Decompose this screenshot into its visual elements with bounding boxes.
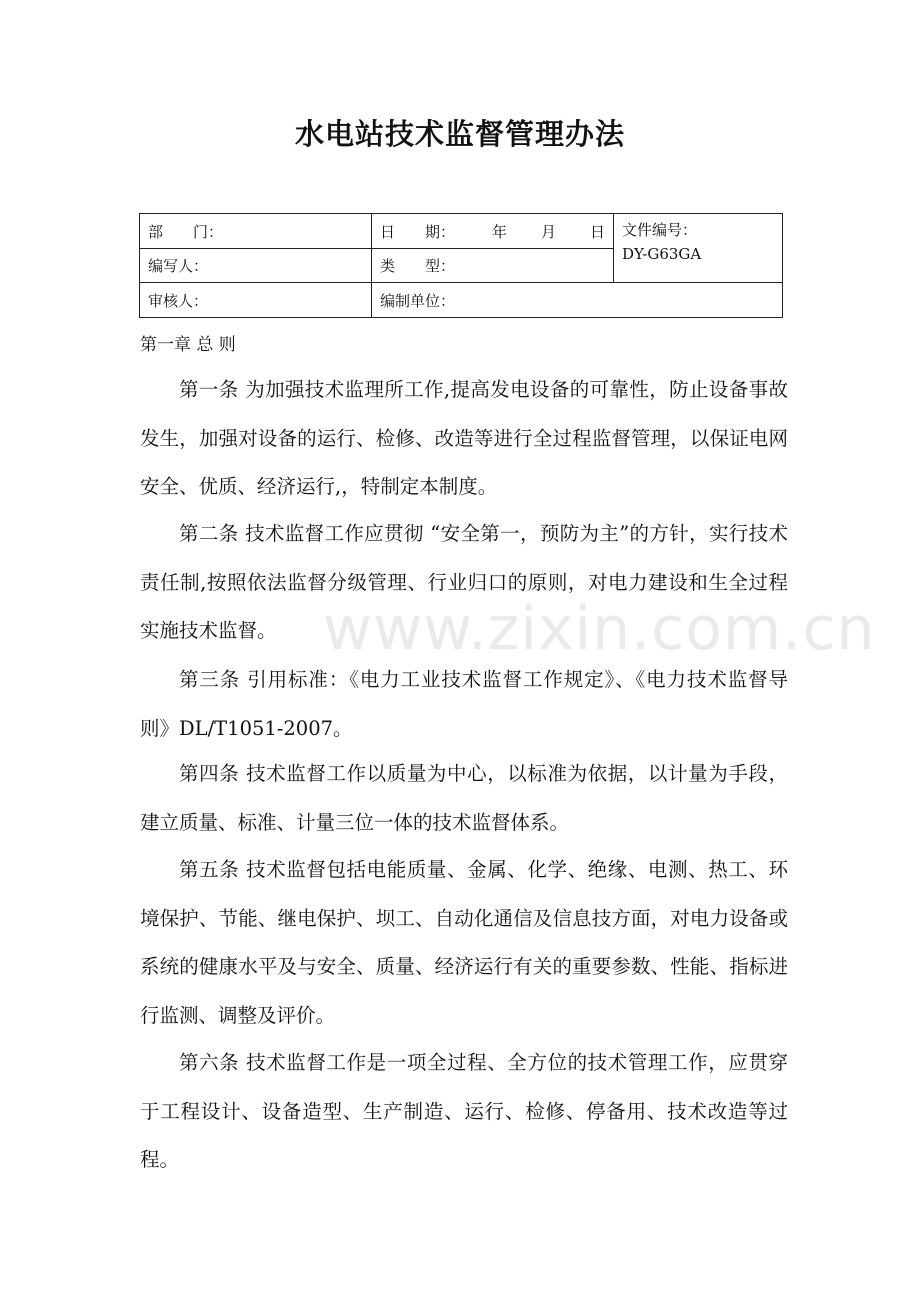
article-2: 第二条 技术监督工作应贯彻 “安全第一，预防为主”的方针，实行技术责任制,按照依法监督分级管理、行业归口的原则，对电力建设和生全过程实施技术监督。 bbox=[140, 522, 788, 642]
chapter-heading: 第一章 总 则 bbox=[140, 335, 236, 355]
doc-number: DY-G63GA bbox=[622, 245, 702, 263]
watermark: www.zixin.com.cn bbox=[323, 594, 876, 664]
article-6: 第六条 技术监督工作是一项全过程、全方位的技术管理工作，应贯穿于工程设计、设备造型、生产制造、运行、检修、停备用、技术改造等过程。 bbox=[140, 1051, 788, 1171]
article-4: 第四条 技术监督工作以质量为中心，以标准为依据，以计量为手段，建立质量、标准、计量三位一体的技术监督体系。 bbox=[140, 762, 788, 834]
doc-number-label: 文件编号： bbox=[622, 221, 698, 239]
department-cell: 部 门： bbox=[140, 214, 372, 249]
article-5: 第五条 技术监督包括电能质量、金属、化学、绝缘、电测、热工、环境保护、节能、继电保护、坝工、自动化通信及信息技方面，对电力设备或系统的健康水平及与安全、质量、经济运行有关的重要参数、性能、指标进行监测、调整及评价。 bbox=[140, 858, 788, 1027]
reviewer-cell: 审核人： bbox=[140, 283, 372, 318]
unit-cell: 编制单位： bbox=[372, 283, 783, 318]
date-cell bbox=[372, 214, 614, 249]
author-cell: 编写人： bbox=[140, 249, 372, 283]
document-title: 水电站技术监督管理办法 bbox=[294, 117, 625, 151]
article-1: 第一条 为加强技术监理所工作,提高发电设备的可靠性，防止设备事故发生，加强对设备的运行、检修、改造等进行全过程监督管理，以保证电网安全、优质、经济运行,，特制定本制度。 bbox=[140, 378, 788, 498]
date-year: 年 bbox=[491, 222, 507, 241]
date-month: 月 bbox=[540, 222, 556, 241]
date-day: 日 bbox=[589, 222, 605, 241]
type-cell: 类 型： bbox=[372, 249, 614, 283]
info-table bbox=[139, 213, 783, 318]
article-3: 第三条 引用标准：《电力工业技术监督工作规定》、《电力技术监督导则》DL/T1051-2007。 bbox=[140, 668, 788, 740]
date-label: 日 期： bbox=[380, 222, 456, 241]
doc-number-cell bbox=[614, 214, 783, 283]
